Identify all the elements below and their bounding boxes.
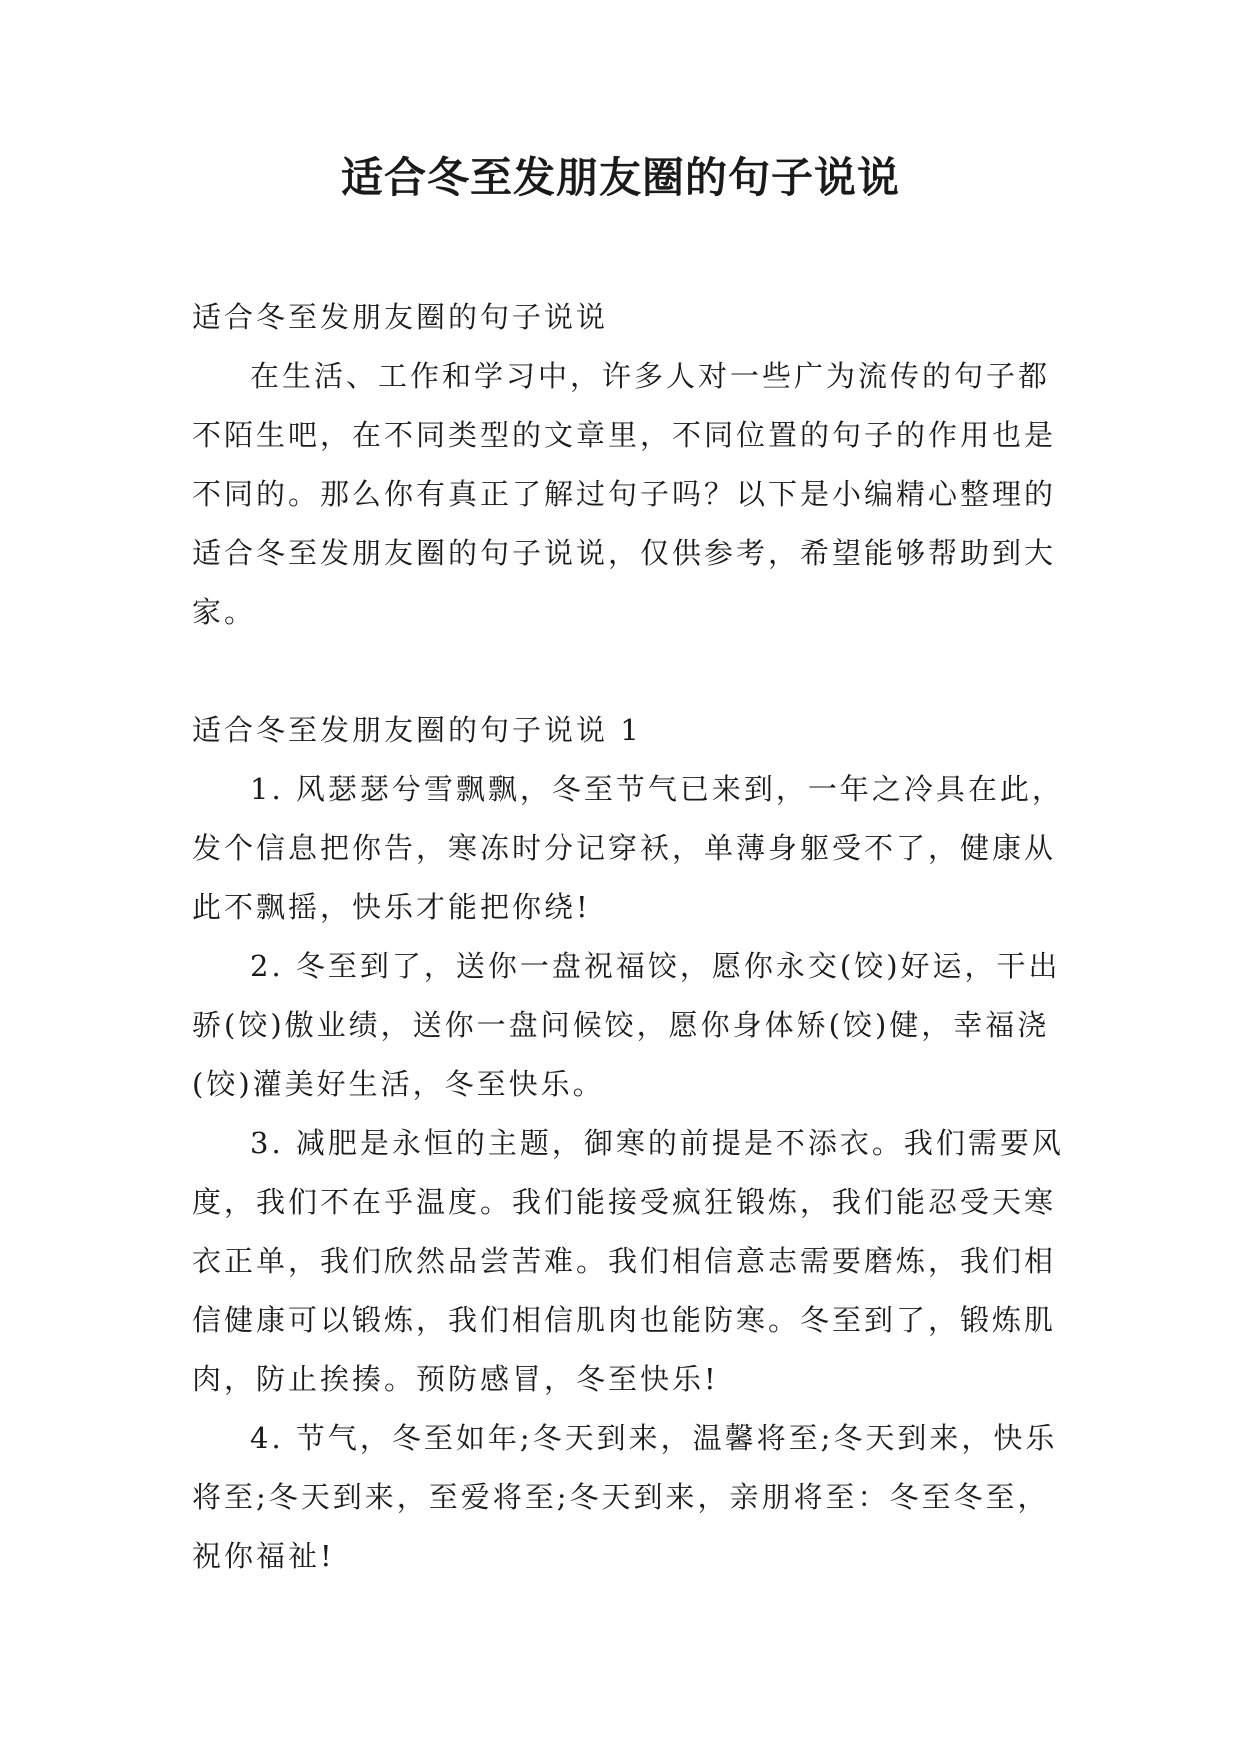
list-item: 2. 冬至到了，送你一盘祝福饺，愿你永交(饺)好运，干出骄(饺)傲业绩，送你一盘问候饺，愿你身体矫(饺)健，幸福浇(饺)灌美好生活，冬至快乐。 xyxy=(192,949,1061,1101)
page-title: 适合冬至发朋友圈的句子说说 xyxy=(340,153,900,202)
list-item: 3. 减肥是永恒的主题，御寒的前提是不添衣。我们需要风度，我们不在乎温度。我们能接受疯狂锻炼，我们能忍受天寒衣正单，我们欣然品尝苦难。我们相信意志需要磨炼，我们相信健康可以锻炼，我们相信肌肉也能防寒。冬至到了，锻炼肌肉，防止挨揍。预防感冒，冬至快乐! xyxy=(192,1126,1064,1396)
list-item: 4. 节气，冬至如年;冬天到来，温馨将至;冬天到来，快乐将至;冬天到来，至爱将至;冬天到来，亲朋将至：冬至冬至，祝你福祉! xyxy=(192,1421,1058,1573)
section-heading: 适合冬至发朋友圈的句子说说 1 xyxy=(192,713,642,747)
list-item: 1. 风瑟瑟兮雪飘飘，冬至节气已来到，一年之冷具在此，发个信息把你告，寒冻时分记穿袄，单薄身躯受不了，健康从此不飘摇，快乐才能把你绕! xyxy=(192,772,1064,924)
intro-heading: 适合冬至发朋友圈的句子说说 xyxy=(192,300,609,334)
section-spacer xyxy=(192,642,1064,701)
intro-paragraph: 在生活、工作和学习中，许多人对一些广为流传的句子都不陌生吧，在不同类型的文章里，不同位置的句子的作用也是不同的。那么你有真正了解过句子吗？以下是小编精心整理的适合冬至发朋友圈的句子说说，仅供参考，希望能够帮助到大家。 xyxy=(192,359,1057,629)
document-body xyxy=(192,288,1064,1586)
